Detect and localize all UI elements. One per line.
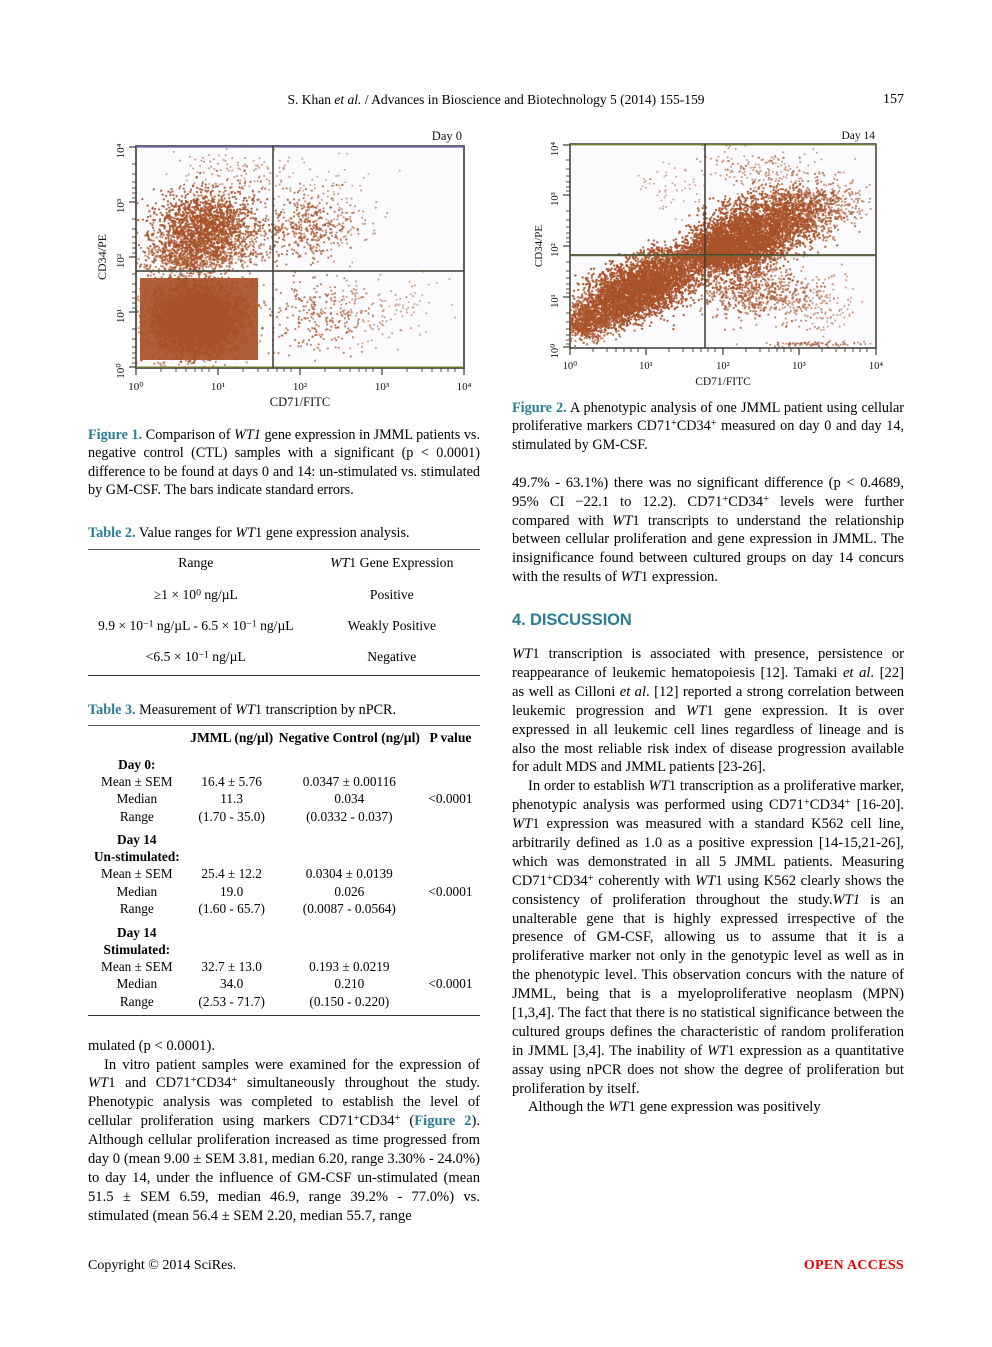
cell-control: (0.0332 - 0.037) [306,808,393,824]
table-row [88,976,480,993]
figure-1-caption [88,426,480,499]
table-2-title-lead: Table 2. [88,525,136,541]
table-row [88,791,480,808]
citation-etal: et al. [334,92,362,107]
x-tick-0: 10⁰ [128,381,144,393]
table-3-group-heading [88,918,480,942]
cell-jmml: 34.0 [220,976,244,992]
group-label-line2: Un-stimulated: [93,849,180,864]
y-tick-0: 10⁰ [550,343,561,359]
table-2-title [88,525,480,543]
group-label-line1: Day 14 [117,924,157,940]
cell-control: 0.026 [334,883,365,899]
figure-1-caption-lead: Figure 1. [88,427,143,443]
table-2-col-expression: WT1 Gene Expression [304,549,480,576]
x-tick-3: 10³ [374,381,390,393]
x-tick-0: 10⁰ [562,361,578,372]
y-tick-3: 10³ [115,198,127,214]
figure-1-image [88,128,480,410]
x-tick-4: 10⁴ [868,361,884,372]
row-label: Mean ± SEM [101,773,173,789]
row-label: Range [119,993,154,1009]
right-paragraph-4: Although the WT1 gene expression was positively [528,1099,821,1116]
x-tick-1: 10¹ [210,381,226,393]
row-label: Mean ± SEM [101,958,173,974]
table-3-col-jmml: JMML (ng/µl) [186,725,278,750]
panel-label-day0: Day 0 [431,129,462,143]
table-3-header-row [88,725,480,750]
table-2-cell-range: $<6.5 \times 10^{-1}$ ng/µL [145,648,246,664]
row-label: Range [119,901,154,917]
table-row [88,576,480,611]
table-2-col-range: Range [88,549,304,576]
table-row [88,993,480,1015]
table-2-header-row [88,549,480,576]
cell-jmml: 11.3 [220,791,244,807]
row-label: Median [116,883,158,899]
row-label: Mean ± SEM [101,866,173,882]
panel-label-day14: Day 14 [841,130,875,142]
cell-jmml: 25.4 ± 12.2 [201,866,262,882]
y-tick-2: 10² [550,243,561,257]
running-head [88,92,904,112]
x-axis-title: CD71/FITC [269,395,331,409]
cell-jmml: 19.0 [220,883,244,899]
table-3-title-text: Measurement of WT1 transcription by nPCR. [135,701,397,718]
cell-control: (0.150 - 0.220) [309,993,390,1009]
left-paragraph-2: In vitro patient samples were examined for the expression of WT1 and CD71+CD34+ simultaneously throughout the study. Phenotypic analysis was completed to establish the level of cellular proliferation using markers CD71+CD34+ (Figure 2). Although cellular proliferation increased as time progressed from day 0 (mean 9.00 ± SEM 3.81, median 6.20, range 3.30% - 24.0%) to day 14, under the influence of GM-CSF un-stimulated (mean 51.5 ± SEM 6.59, median 46.9, range 39.2% - 77.0%) vs. stimulated (mean 56.4 ± SEM 2.20, median 55.7, range [88,1056,480,1224]
cell-control: 0.0347 ± 0.00116 [302,773,396,789]
cell-control: 0.0304 ± 0.0139 [305,866,393,882]
y-axis-title: CD34/PE [95,233,109,281]
table-2-cell-expression: Weakly Positive [347,617,436,633]
x-tick-4: 10⁴ [456,381,472,393]
table-row [88,900,480,917]
table-row [88,883,480,900]
table-3-group-heading [88,942,480,959]
y-tick-1: 10¹ [115,308,127,324]
citation-prefix: S. Khan [287,92,335,107]
y-tick-0: 10⁰ [115,363,127,379]
open-access-badge: OPEN ACCESS [803,1258,904,1273]
figure-2-caption [512,399,904,454]
table-row [88,958,480,975]
page-number: 157 [883,92,904,107]
table-row [88,808,480,825]
right-paragraph-2: WT1 transcription is associated with presence, persistence or reappearance of leukemic hematopoiesis [12]. Tamaki et al. [22] as well as Cilloni et al. [12] reported a strong correlation between leukemic progression and WT1 gene expression. It is over expressed in all leukemic cell lines regardless of lineage and is also the most reliable risk index of disease progression available for adult MDS and JMML patients [23-26]. [512,646,904,776]
table-3-col-blank [88,725,186,750]
y-tick-4: 10⁴ [550,141,561,157]
table-2-cell-expression: Positive [369,586,414,602]
table-2 [88,549,480,676]
cell-jmml: (1.70 - 35.0) [198,808,265,824]
left-paragraph-1: mulated (p < 0.0001). [88,1037,215,1054]
table-2-cell-expression: Negative [367,648,417,664]
cell-control: 0.193 ± 0.0219 [309,958,390,974]
group-label-line2: Stimulated: [103,941,171,957]
table-row [88,610,480,641]
right-column [512,128,904,1117]
table-3-col-pvalue: P value [421,725,480,750]
x-tick-3: 10³ [792,361,806,372]
table-3-col-control: Negative Control (ng/µl) [278,725,421,750]
flow-cytometry-plot-day14 [512,128,904,390]
row-label: Median [116,976,158,992]
row-label: Range [119,808,154,824]
cell-jmml: (2.53 - 71.7) [198,993,265,1009]
row-label: Median [116,791,158,807]
left-column [88,128,480,1226]
cell-jmml: (1.60 - 65.7) [198,901,265,917]
table-row [88,866,480,883]
cell-control: 0.034 [334,791,365,807]
cell-pvalue: <0.0001 [428,976,473,992]
copyright-text: Copyright © 2014 SciRes. [88,1258,237,1273]
table-3 [88,725,480,1016]
y-axis-title: CD34/PE [533,224,545,268]
table-3-group-heading [88,849,480,866]
table-3-title [88,702,480,720]
figure-1-caption-text: Comparison of WT1 gene expression in JMML patients vs. negative control (CTL) samples with a significant (p < 0.0001) difference to be found at days 0 and 14: un-stimulated vs. stimulated by GM-CSF. The bars indicate standard errors. [88,427,480,498]
x-tick-2: 10² [292,381,308,393]
flow-cytometry-plot-day0 [88,128,480,410]
table-3-group-heading [88,825,480,849]
x-tick-2: 10² [716,361,730,372]
y-tick-3: 10³ [550,192,561,206]
cell-jmml: 32.7 ± 13.0 [201,958,262,974]
group-label-line1: Day 14 [117,832,157,848]
group-label: Day 0: [118,756,156,772]
figure-2-image [512,128,904,390]
cell-pvalue: <0.0001 [428,883,473,899]
table-2-cell-range: $\ge 1 \times 10^0$ ng/µL [153,586,238,602]
right-paragraph-1: 49.7% - 63.1%) there was no significant difference (p < 0.4689, 95% CI −22.1 to 12.2). CD71+CD34+ levels were further compared with WT1 transcripts to understand the relationship between cellular proliferation and gene expression in JMML. The insignificance found between cultured groups on day 14 concurs with the results of WT1 expression. [512,474,905,586]
table-2-title-text: Value ranges for WT1 gene expression analysis. [135,525,410,541]
cell-pvalue: <0.0001 [428,791,473,807]
section-heading-discussion: 4. DISCUSSION [512,611,632,630]
figure-2-caption-text: A phenotypic analysis of one JMML patient using cellular proliferative markers CD71+CD34+ measured on day 0 and day 14, stimulated by GM-CSF. [512,400,904,453]
cell-jmml: 16.4 ± 5.76 [201,773,262,789]
table-3-title-lead: Table 3. [88,701,136,718]
table-row [88,641,480,675]
journal-citation [88,92,904,108]
cell-control: 0.210 [334,976,365,992]
cell-control: (0.0087 - 0.0564) [302,901,396,917]
y-tick-2: 10² [115,253,127,269]
y-tick-4: 10⁴ [115,143,127,159]
right-paragraph-3: In order to establish WT1 transcription as a proliferative marker, phenotypic analysis was performed using CD71+CD34+ [16-20]. WT1 expression was measured with a standard K562 cell line, arbitrarily defined as 1.0 as a positive expression [14-15,21-26], which was demonstrated in all 5 JMML patients. Measuring CD71+CD34+ coherently with WT1 using K562 clearly shows the consistency of proliferation throughout the study.WT1 is an unalterable gene that is highly expressed irrespective of the presence of GM-CSF, allowing us to assume that it is a proliferative marker not only in the genotypic level as well as in the phenotypic level. This observation concurs with the nature of JMML, being that is a myeloproliferative neoplasm (MPN) [1,3,4]. The fact that there is no statistical significance between the cultured groups defines the characteristic of random proliferation in JMML [3,4]. The inability of WT1 expression as a quantitative assay using nPCR does not show the degree of proliferation but proliferation by itself. [512,778,904,1097]
y-tick-1: 10¹ [550,294,561,308]
table-2-cell-range: $9.9 \times 10^{-1}$ $ng/\mu L - 6.5 \times 10^{-1}$ ng/µL [98,617,294,633]
table-row [88,773,480,790]
citation-suffix: / Advances in Bioscience and Biotechnology 5 (2014) 155-159 [361,92,705,107]
x-axis-title: CD71/FITC [695,376,751,388]
figure-2-caption-lead: Figure 2. [512,400,567,416]
x-tick-1: 10¹ [639,361,653,372]
table-3-group-heading [88,750,480,774]
